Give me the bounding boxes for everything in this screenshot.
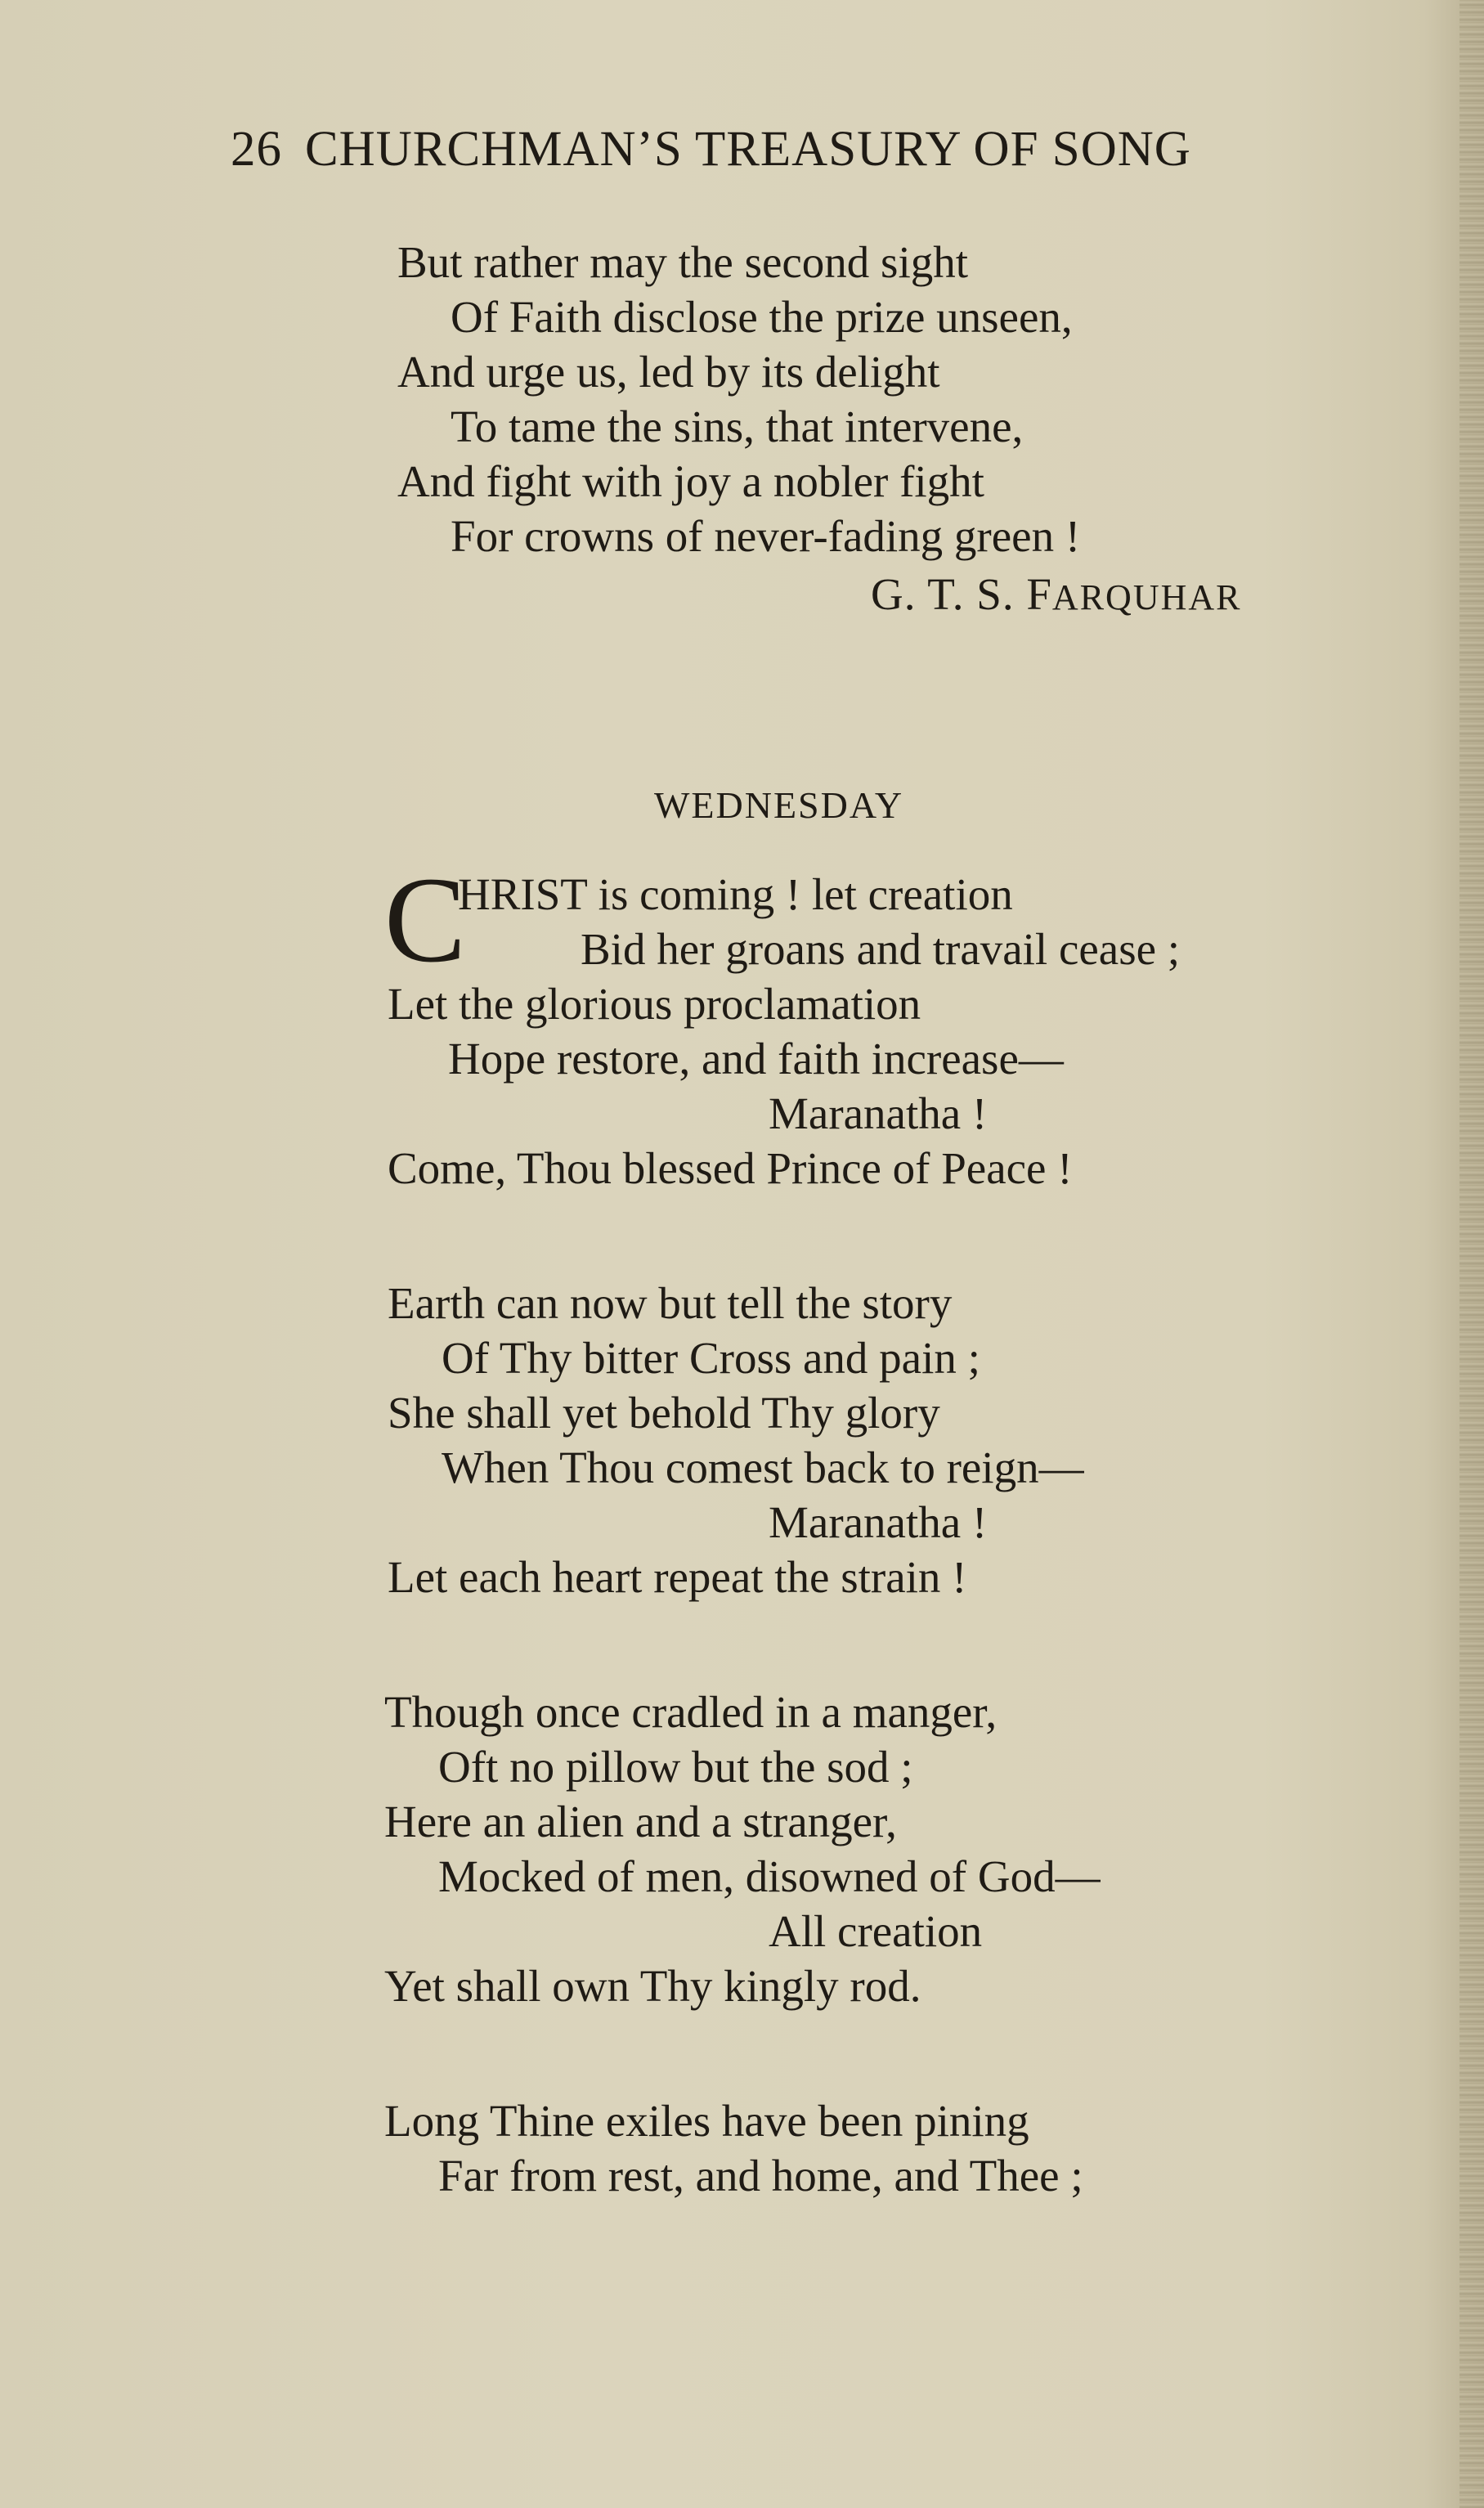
poem-line: Earth can now but tell the story xyxy=(388,1278,953,1328)
poem-line: HRIST is coming ! let creation xyxy=(458,869,1013,919)
poem-line: Oft no pillow but the sod ; xyxy=(438,1742,913,1792)
poem-line: Of Thy bitter Cross and pain ; xyxy=(442,1333,980,1383)
poem-line: When Thou comest back to reign— xyxy=(442,1442,1084,1492)
poem-line: Mocked of men, disowned of God— xyxy=(438,1851,1101,1901)
poem-line: To tame the sins, that intervene, xyxy=(451,402,1024,451)
poem-line: Come, Thou blessed Prince of Peace ! xyxy=(388,1143,1073,1193)
drop-cap: C xyxy=(384,852,467,988)
author-surname-rest: ARQUHAR xyxy=(1051,577,1242,617)
poem-line: Though once cradled in a manger, xyxy=(384,1687,998,1737)
poem-line: And fight with joy a nobler fight xyxy=(397,456,984,506)
poem-line: Bid her groans and travail cease ; xyxy=(581,924,1181,974)
page-number: 26 xyxy=(231,122,282,177)
poem-line: All creation xyxy=(769,1906,983,1956)
running-head xyxy=(231,121,1392,178)
poem-line: For crowns of never-fading green ! xyxy=(451,511,1081,561)
poem-line: Let the glorious proclamation xyxy=(388,979,921,1029)
poem-line: She shall yet behold Thy glory xyxy=(388,1388,940,1438)
poem-line: Yet shall own Thy kingly rod. xyxy=(384,1961,921,2011)
poem-line: Long Thine exiles have been pining xyxy=(384,2096,1029,2146)
poem-author xyxy=(871,568,1242,620)
poem-line: And urge us, led by its delight xyxy=(397,347,940,397)
poem-line: Maranatha ! xyxy=(769,1497,988,1547)
section-heading: WEDNESDAY xyxy=(654,784,904,826)
poem-line: Let each heart repeat the strain ! xyxy=(388,1552,967,1602)
poem-line: Far from rest, and home, and Thee ; xyxy=(438,2151,1083,2201)
poem-line: Of Faith disclose the prize unseen, xyxy=(451,292,1073,342)
poem-line: Hope restore, and faith increase— xyxy=(448,1034,1064,1084)
poem-line: But rather may the second sight xyxy=(397,237,969,287)
author-initials: G. T. S. F xyxy=(871,569,1052,619)
poem-line: Maranatha ! xyxy=(769,1088,988,1138)
page-edge xyxy=(1459,0,1484,2508)
poem-line: Here an alien and a stranger, xyxy=(384,1797,897,1846)
book-title: CHURCHMAN’S TREASURY OF SONG xyxy=(305,122,1191,177)
